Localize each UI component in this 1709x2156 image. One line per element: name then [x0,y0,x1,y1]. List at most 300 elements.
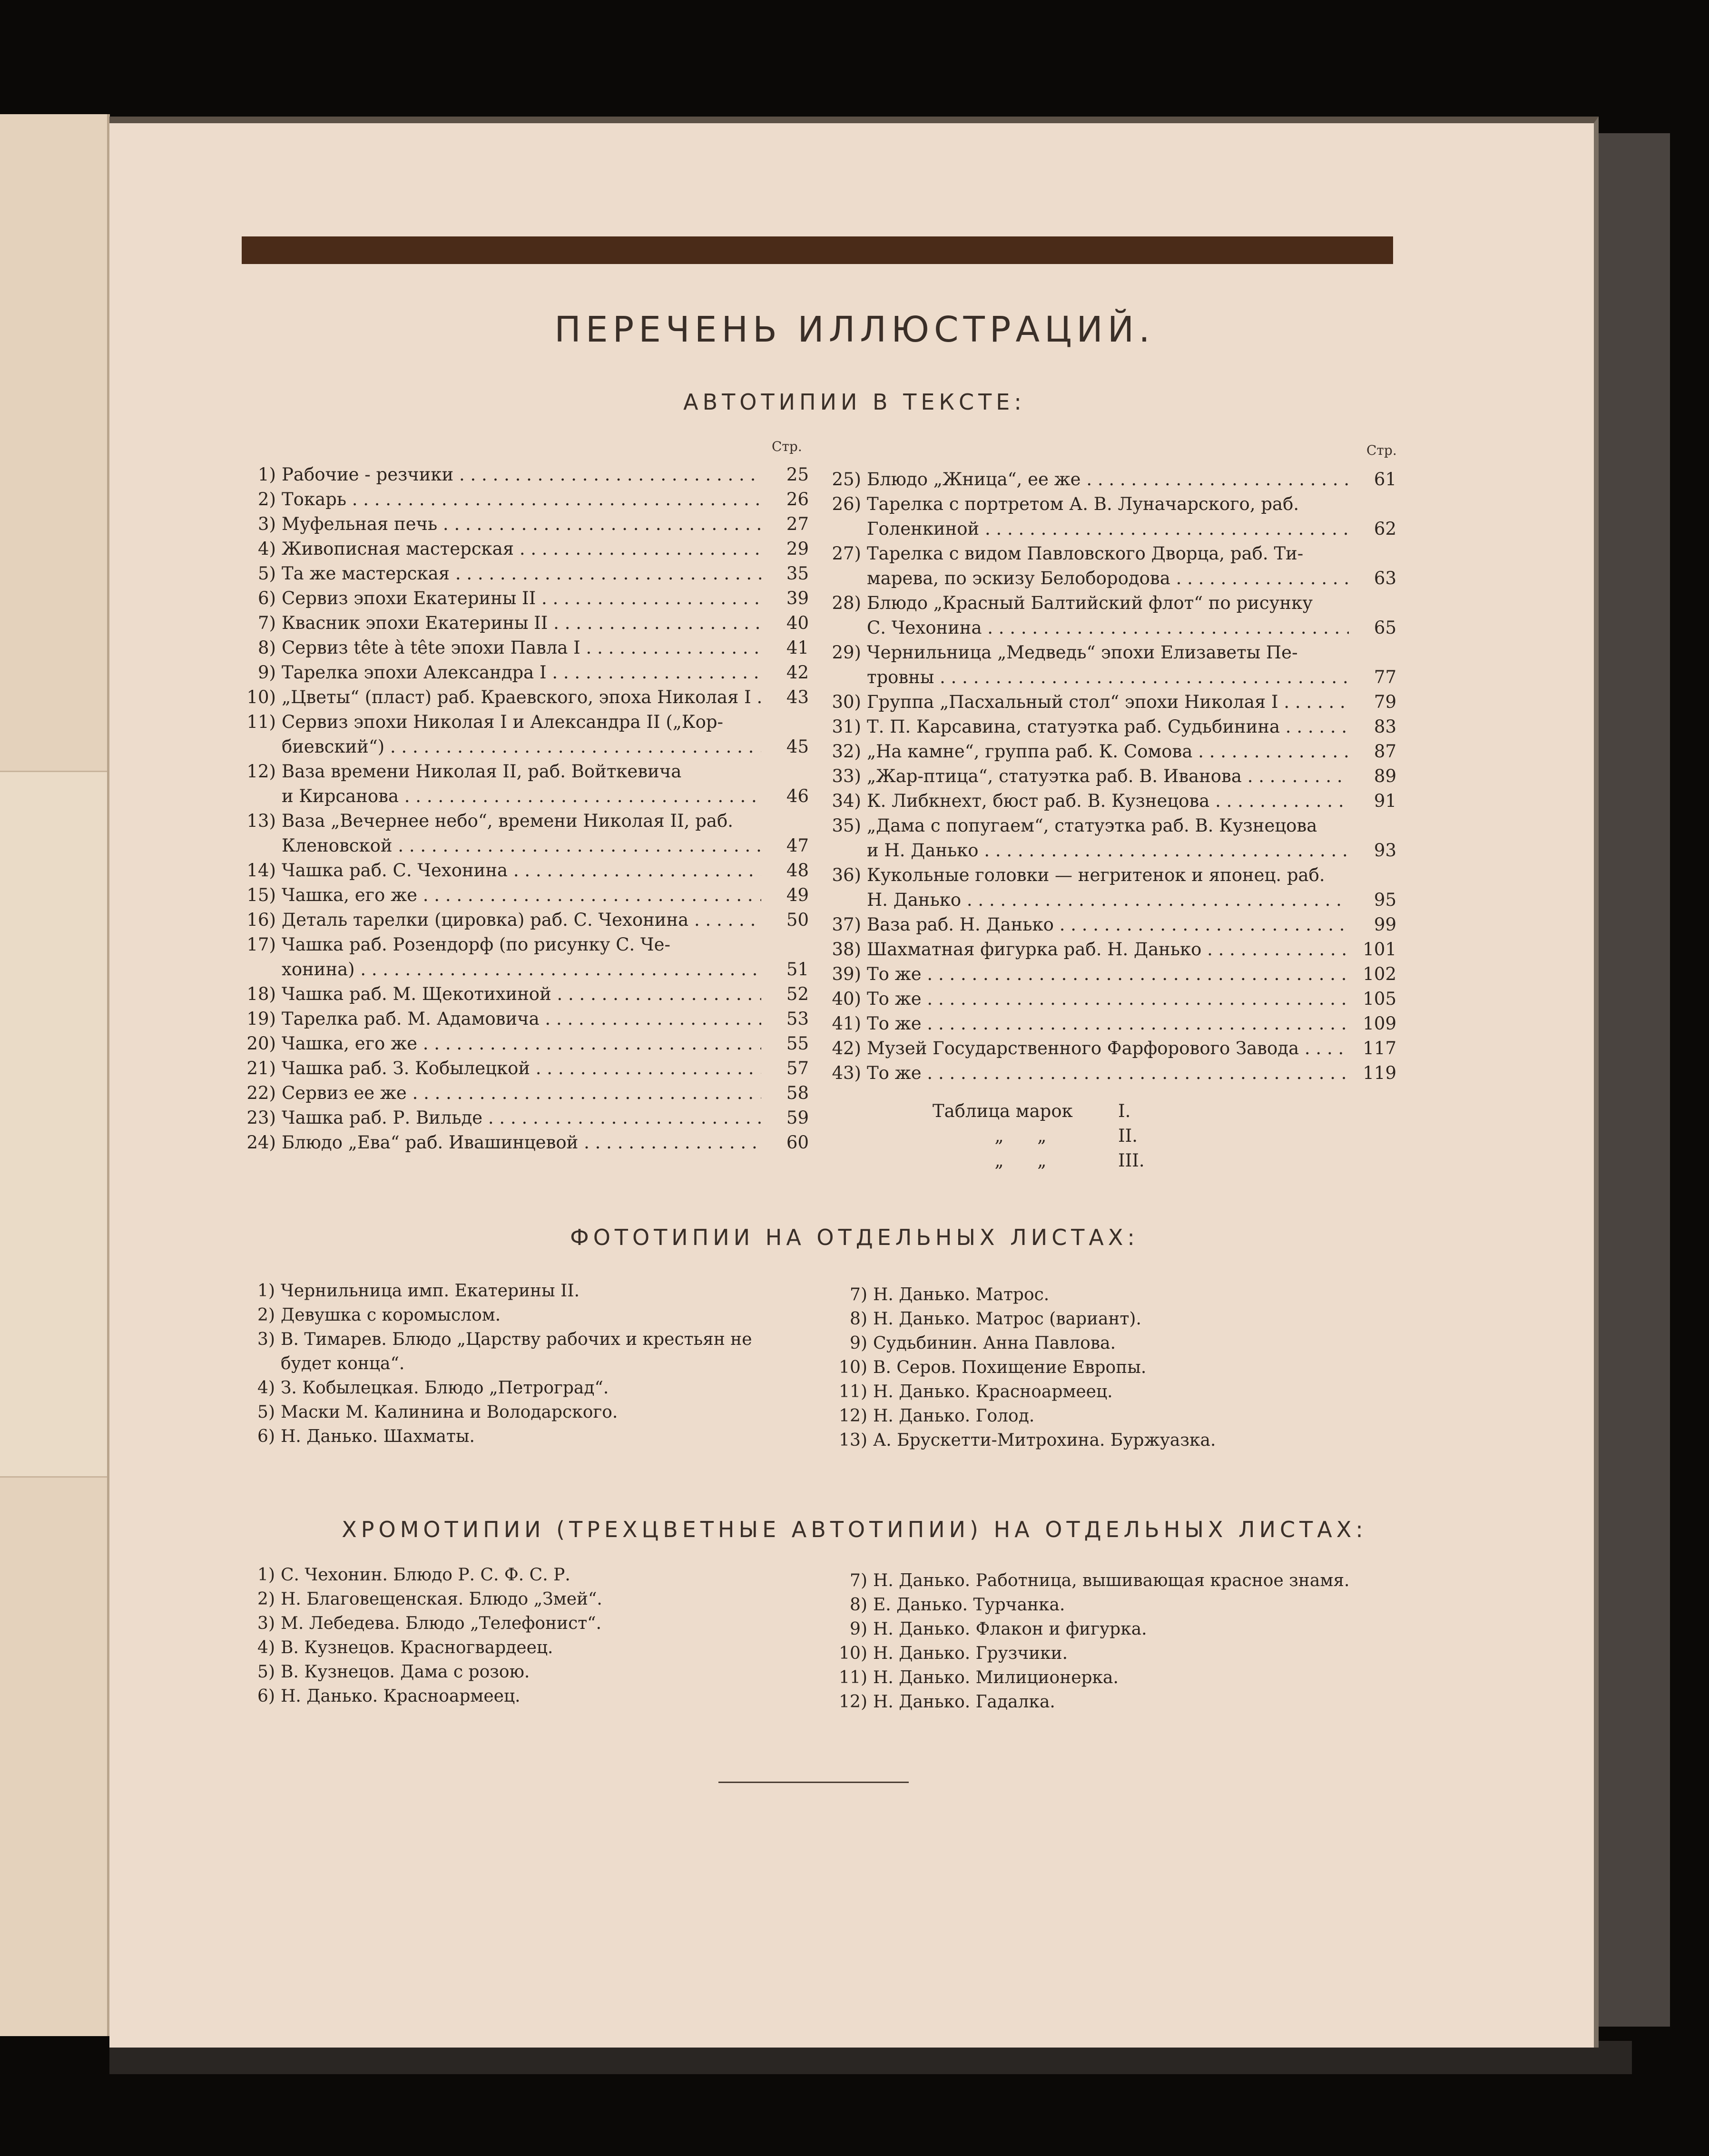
toc-entry-line [818,690,1396,715]
toc-title-continued: и Н. Данько . . . [818,838,1349,863]
toc-page: 102 [1363,964,1396,984]
plate-title: М. Лебедева. Блюдо „Телефонист“. [281,1614,602,1633]
marks-table-row [933,1148,1145,1173]
toc-page: 93 [1374,840,1396,861]
toc-page: 42 [786,662,809,683]
plate-title: Н. Данько. Голод. [873,1406,1035,1426]
toc-entry-line [233,982,809,1007]
plate-title: Е. Данько. Турчанка. [873,1595,1065,1615]
plate-item [233,1376,833,1400]
toc-page: 117 [1363,1038,1396,1058]
plate-number: 9) [850,1333,867,1353]
toc-entry-line [233,1130,809,1155]
toc-title-continued: марева, по эскизу Белобородова . . . [818,566,1349,591]
toc-title: Чернильница „Медведь“ эпохи Елизаветы Пе- [867,642,1298,663]
plate-title: С. Чехонин. Блюдо Р. С. Ф. С. Р. [281,1565,570,1585]
toc-title-continued: хонина) . . . [233,957,761,982]
toc-title-continued: Голенкиной . . . [818,517,1349,541]
toc-item [233,1031,809,1056]
toc-entry-line [818,937,1396,962]
plate-entry-line [825,1641,1411,1666]
toc-item [233,858,809,883]
toc-title: Тарелка раб. М. Адамовича . . . [282,1007,761,1031]
toc-page: 53 [786,1009,809,1029]
toc-title-continued: тровны . . . [818,665,1349,690]
toc-page: 43 [786,687,809,707]
toc-entry-line [818,863,1396,888]
plate-entry-line [233,1563,833,1587]
toc-entry-line [233,611,809,636]
toc-entry-line [233,809,809,833]
toc-number: 30) [832,692,861,712]
toc-number: 37) [832,914,861,935]
plate-item [233,1660,833,1684]
plate-title: Н. Данько. Грузчики. [873,1644,1068,1663]
toc-number: 40) [832,989,861,1009]
toc-number: 16) [246,910,276,930]
plate-item [825,1666,1411,1690]
toc-number: 29) [832,642,861,663]
chromotypes-heading: ХРОМОТИПИИ (ТРЕХЦВЕТНЫЕ АВТОТИПИИ) НА ОТДЕЛЬНЫХ ЛИСТАХ: [342,1517,1367,1542]
plate-item [233,1611,833,1636]
marks-table-label: „ „ [994,1150,1047,1171]
toc-title: Кукольные головки — негритенок и японец. раб. [867,865,1325,885]
toc-title: Тарелка эпохи Александра I . . . [282,660,761,685]
toc-page: 95 [1374,890,1396,910]
plate-item [233,1424,833,1449]
toc-item [818,764,1396,789]
closing-rule [718,1782,909,1783]
plate-title-continued: будет конца“. [281,1354,405,1373]
toc-entry-line [233,1031,809,1056]
plate-number: 7) [850,1285,867,1304]
toc-item [233,660,809,685]
toc-entry-line [233,1106,809,1130]
plate-entry-line [233,1636,833,1660]
plate-item [233,1303,833,1327]
toc-page: 91 [1374,791,1396,811]
toc-entry-line [233,512,809,537]
toc-page: 101 [1363,939,1396,960]
toc-number: 32) [832,741,861,762]
toc-title: Чашка, его же . . . [282,1031,761,1056]
toc-page: 55 [786,1033,809,1054]
toc-entry-line [818,764,1396,789]
toc-item [818,1011,1396,1036]
toc-entry-line [233,586,809,611]
phototypes-right-column [825,1283,1396,1452]
toc-page: 109 [1363,1013,1396,1034]
toc-title: То же . . . [867,962,1349,987]
toc-number: 10) [246,687,276,707]
toc-page: 45 [786,736,809,757]
toc-page: 26 [786,489,809,510]
toc-entry-line [233,462,809,487]
toc-page: 59 [786,1107,809,1128]
toc-number: 38) [832,939,861,960]
plate-title: Н. Данько. Красноармеец. [873,1382,1113,1401]
toc-title: Музей Государственного Фарфорового Завода . . . [867,1036,1349,1061]
toc-title: „Цветы“ (пласт) раб. Краевского, эпоха Николая I . . . [282,685,761,710]
toc-page: 105 [1363,989,1396,1009]
toc-page: 62 [1374,519,1396,539]
toc-title: Живописная мастерская . . . [282,537,761,561]
toc-page: 40 [786,613,809,633]
toc-title: Т. П. Карсавина, статуэтка раб. Судьбинина . . . [867,715,1349,739]
plate-entry-line [233,1327,833,1352]
toc-page: 63 [1374,568,1396,588]
toc-item [233,1056,809,1081]
plate-entry-line [233,1611,833,1636]
toc-title: Рабочие - резчики . . . [282,462,761,487]
plate-title: Н. Данько. Милиционерка. [873,1668,1119,1687]
toc-entry-line [233,1056,809,1081]
toc-item [233,561,809,586]
toc-title: Блюдо „Красный Балтийский флот“ по рисунку [867,593,1313,613]
toc-title: Ваза времени Николая II, раб. Войткевича [282,761,682,782]
toc-page: 27 [786,514,809,534]
toc-title: Чашка раб. С. Чехонина . . . [282,858,761,883]
toc-number: 36) [832,865,861,885]
plate-title: В. Серов. Похищение Европы. [873,1358,1147,1377]
plate-title: В. Кузнецов. Дама с розою. [281,1662,530,1682]
marks-table-number: II. [1118,1126,1138,1146]
toc-item [233,1106,809,1130]
toc-entry-line [818,962,1396,987]
plate-title: Н. Данько. Матрос (вариант). [873,1309,1141,1329]
toc-continuation-line [818,517,1396,541]
plate-item [825,1641,1411,1666]
toc-entry-line [233,537,809,561]
page-title: ПЕРЕЧЕНЬ ИЛЛЮСТРАЦИЙ. [554,309,1155,350]
toc-entry-line [233,636,809,660]
marks-tables-list [933,1099,1145,1173]
toc-item [233,1081,809,1106]
toc-title: Блюдо „Ева“ раб. Ивашинцевой . . . [282,1130,761,1155]
toc-page: 77 [1374,667,1396,687]
toc-title: Шахматная фигурка раб. Н. Данько . . . [867,937,1349,962]
toc-page: 61 [1374,469,1396,490]
toc-item [818,863,1396,912]
toc-item [233,611,809,636]
toc-page: 50 [786,910,809,930]
toc-item [818,987,1396,1011]
toc-number: 41) [832,1013,861,1034]
plate-item [825,1617,1411,1641]
toc-item [818,541,1396,591]
phototypes-heading: ФОТОТИПИИ НА ОТДЕЛЬНЫХ ЛИСТАХ: [570,1225,1139,1250]
toc-item [818,912,1396,937]
toc-entry-line [818,492,1396,517]
toc-title: Сервиз эпохи Николая I и Александра II („Кор- [282,712,724,732]
plate-entry-line [233,1303,833,1327]
plate-title: Маски М. Калинина и Володарского. [281,1402,618,1422]
toc-title: Чашка раб. Розендорф (по рисунку С. Че- [282,934,671,955]
toc-number: 17) [246,934,276,955]
plate-number: 1) [257,1281,275,1301]
plate-number: 6) [257,1427,275,1446]
toc-page: 79 [1374,692,1396,712]
toc-item [233,537,809,561]
toc-number: 12) [246,761,276,782]
toc-item [233,487,809,512]
toc-item [233,685,809,710]
plate-number: 11) [839,1382,867,1401]
chromotypes-right-column [825,1568,1411,1714]
toc-number: 8) [258,637,276,658]
plate-entry-line [825,1666,1411,1690]
toc-item [233,636,809,660]
plate-entry-line [233,1279,833,1303]
toc-number: 15) [246,885,276,905]
plate-number: 4) [257,1638,275,1657]
toc-item [818,1061,1396,1086]
toc-entry-line [233,759,809,784]
toc-number: 28) [832,593,861,613]
plate-number: 11) [839,1668,867,1687]
toc-item [818,690,1396,715]
toc-item [818,467,1396,492]
toc-number: 21) [246,1058,276,1078]
toc-number: 14) [246,860,276,881]
autotypes-heading: АВТОТИПИИ В ТЕКСТЕ: [683,389,1026,415]
toc-entry-line [233,883,809,908]
toc-entry-line [818,739,1396,764]
toc-title: Муфельная печь . . . [282,512,761,537]
toc-item [818,739,1396,764]
toc-page: 41 [786,637,809,658]
toc-title: Чашка раб. М. Щекотихиной . . . [282,982,761,1007]
plate-entry-line [233,1400,833,1424]
toc-entry-line [818,1061,1396,1086]
plate-title: Чернильница имп. Екатерины II. [281,1281,580,1301]
plate-entry-line [825,1404,1396,1428]
toc-entry-line [233,908,809,932]
toc-continuation-line [233,957,809,982]
toc-title: Сервиз эпохи Екатерины II . . . [282,586,761,611]
toc-entry-line [233,932,809,957]
plate-entry-line [825,1380,1396,1404]
toc-title: Токарь . . . [282,487,761,512]
toc-entry-line [818,541,1396,566]
page-column-header-left: Стр. [772,439,802,454]
plate-title: З. Кобылецкая. Блюдо „Петроград“. [281,1378,609,1398]
toc-continuation-line [818,616,1396,640]
marks-table-row [933,1099,1145,1124]
plate-number: 8) [850,1595,867,1615]
toc-title: Блюдо „Жница“, ее же . . . [867,467,1349,492]
toc-number: 13) [246,811,276,831]
toc-title: Деталь тарелки (цировка) раб. С. Чехонина . . . [282,908,761,932]
toc-page: 25 [786,464,809,485]
toc-title: Сервиз ее же . . . [282,1081,761,1106]
autotypes-left-column [233,462,809,1155]
toc-page: 57 [786,1058,809,1078]
toc-page: 52 [786,984,809,1004]
toc-number: 2) [258,489,276,510]
plate-entry-line [825,1283,1396,1307]
toc-item [233,586,809,611]
plate-item [233,1279,833,1303]
toc-entry-line [233,710,809,735]
toc-continuation-line [818,566,1396,591]
autotypes-right-column [818,467,1396,1086]
plate-item [233,1400,833,1424]
toc-title: То же . . . [867,1011,1349,1036]
plate-title: Н. Благовещенская. Блюдо „Змей“. [281,1589,602,1609]
toc-entry-line [233,1081,809,1106]
toc-entry-line [818,987,1396,1011]
toc-entry-line [818,715,1396,739]
plate-title: Н. Данько. Работница, вышивающая красное знамя. [873,1571,1350,1590]
plate-entry-line [233,1684,833,1708]
plate-title: Н. Данько. Гадалка. [873,1692,1055,1712]
plate-item [825,1307,1396,1331]
plate-number: 13) [839,1431,867,1450]
toc-entry-line [818,789,1396,813]
toc-page: 49 [786,885,809,905]
plate-number: 7) [850,1571,867,1590]
toc-entry-line [818,1036,1396,1061]
plate-entry-line [825,1690,1411,1714]
plate-number: 9) [850,1619,867,1639]
plate-entry-line [825,1331,1396,1355]
toc-item [233,1007,809,1031]
plate-title: В. Тимарев. Блюдо „Царству рабочих и крестьян не [281,1330,752,1349]
plate-entry-line [233,1660,833,1684]
toc-title: Чашка, его же . . . [282,883,761,908]
toc-number: 7) [258,613,276,633]
toc-title: Группа „Пасхальный стол“ эпохи Николая I . . . [867,690,1349,715]
toc-number: 27) [832,543,861,564]
toc-item [818,591,1396,640]
chromotypes-left-column [233,1563,833,1708]
toc-item [818,962,1396,987]
plate-item [233,1684,833,1708]
toc-item [233,809,809,858]
toc-title: „На камне“, группа раб. К. Сомова . . . [867,739,1349,764]
plate-entry-line [825,1307,1396,1331]
phototypes-left-column [233,1279,833,1449]
plate-number: 6) [257,1686,275,1706]
toc-title: „Жар-птица“, статуэтка раб. В. Иванова . . . [867,764,1349,789]
toc-page: 29 [786,539,809,559]
toc-number: 26) [832,494,861,514]
toc-continuation-line [233,735,809,759]
plate-item [825,1331,1396,1355]
toc-number: 19) [246,1009,276,1029]
toc-number: 3) [258,514,276,534]
toc-number: 24) [246,1132,276,1153]
toc-item [233,710,809,759]
plate-entry-line [825,1617,1411,1641]
plate-number: 8) [850,1309,867,1329]
toc-page: 89 [1374,766,1396,786]
plate-entry-line [233,1587,833,1611]
toc-number: 9) [258,662,276,683]
toc-entry-line [233,487,809,512]
toc-number: 33) [832,766,861,786]
plate-item [825,1404,1396,1428]
toc-entry-line [818,813,1396,838]
plate-item [233,1587,833,1611]
toc-entry-line [233,685,809,710]
toc-page: 87 [1374,741,1396,762]
toc-title-continued: и Кирсанова . . . [233,784,761,809]
toc-number: 22) [246,1083,276,1103]
toc-item [233,883,809,908]
toc-number: 34) [832,791,861,811]
plate-title: Н. Данько. Красноармеец. [281,1686,521,1706]
plate-number: 3) [257,1614,275,1633]
plate-entry-line [233,1424,833,1449]
header-rule-bar [242,236,1393,264]
toc-page: 35 [786,563,809,584]
toc-continuation-line [818,665,1396,690]
plate-title: Девушка с коромыслом. [281,1305,501,1325]
plate-item [825,1593,1411,1617]
plate-number: 12) [839,1692,867,1712]
toc-number: 39) [832,964,861,984]
toc-number: 31) [832,716,861,737]
plate-number: 10) [839,1358,867,1377]
plate-number: 2) [257,1305,275,1325]
toc-page: 99 [1374,914,1396,935]
toc-item [818,492,1396,541]
toc-title: Та же мастерская . . . [282,561,761,586]
plate-title: Н. Данько. Флакон и фигурка. [873,1619,1147,1639]
plate-number: 4) [257,1378,275,1398]
toc-item [233,982,809,1007]
toc-title-continued: С. Чехонина . . . [818,616,1349,640]
toc-entry-line [818,591,1396,616]
plate-item [233,1563,833,1587]
toc-entry-line [818,640,1396,665]
plate-item [825,1380,1396,1404]
plate-entry-line [825,1428,1396,1452]
toc-item [818,1036,1396,1061]
toc-page: 48 [786,860,809,881]
plate-number: 1) [257,1565,275,1585]
toc-continuation-line [818,888,1396,912]
toc-title: Чашка раб. З. Кобылецкой . . . [282,1056,761,1081]
plate-number: 3) [257,1330,275,1349]
plate-title: Н. Данько. Шахматы. [281,1427,475,1446]
toc-entry-line [818,1011,1396,1036]
toc-continuation-line [818,838,1396,863]
marks-table-label: Таблица марок [933,1101,1073,1121]
toc-entry-line [233,660,809,685]
toc-item [818,640,1396,690]
toc-title: „Дама с попугаем“, статуэтка раб. В. Кузнецова [867,815,1317,836]
toc-title: То же . . . [867,987,1349,1011]
plate-number: 12) [839,1406,867,1426]
toc-entry-line [233,858,809,883]
toc-number: 23) [246,1107,276,1128]
plate-number: 2) [257,1589,275,1609]
page-column-header-right: Стр. [1366,442,1397,458]
toc-item [233,1130,809,1155]
toc-item [818,789,1396,813]
toc-number: 6) [258,588,276,608]
toc-page: 58 [786,1083,809,1103]
toc-entry-line [233,561,809,586]
marks-table-number: III. [1118,1150,1145,1171]
plate-entry-line [825,1568,1411,1593]
toc-page: 51 [786,959,809,980]
toc-title-continued: биевский“) . . . [233,735,761,759]
plate-title: А. Брускетти-Митрохина. Буржуазка. [873,1431,1216,1450]
